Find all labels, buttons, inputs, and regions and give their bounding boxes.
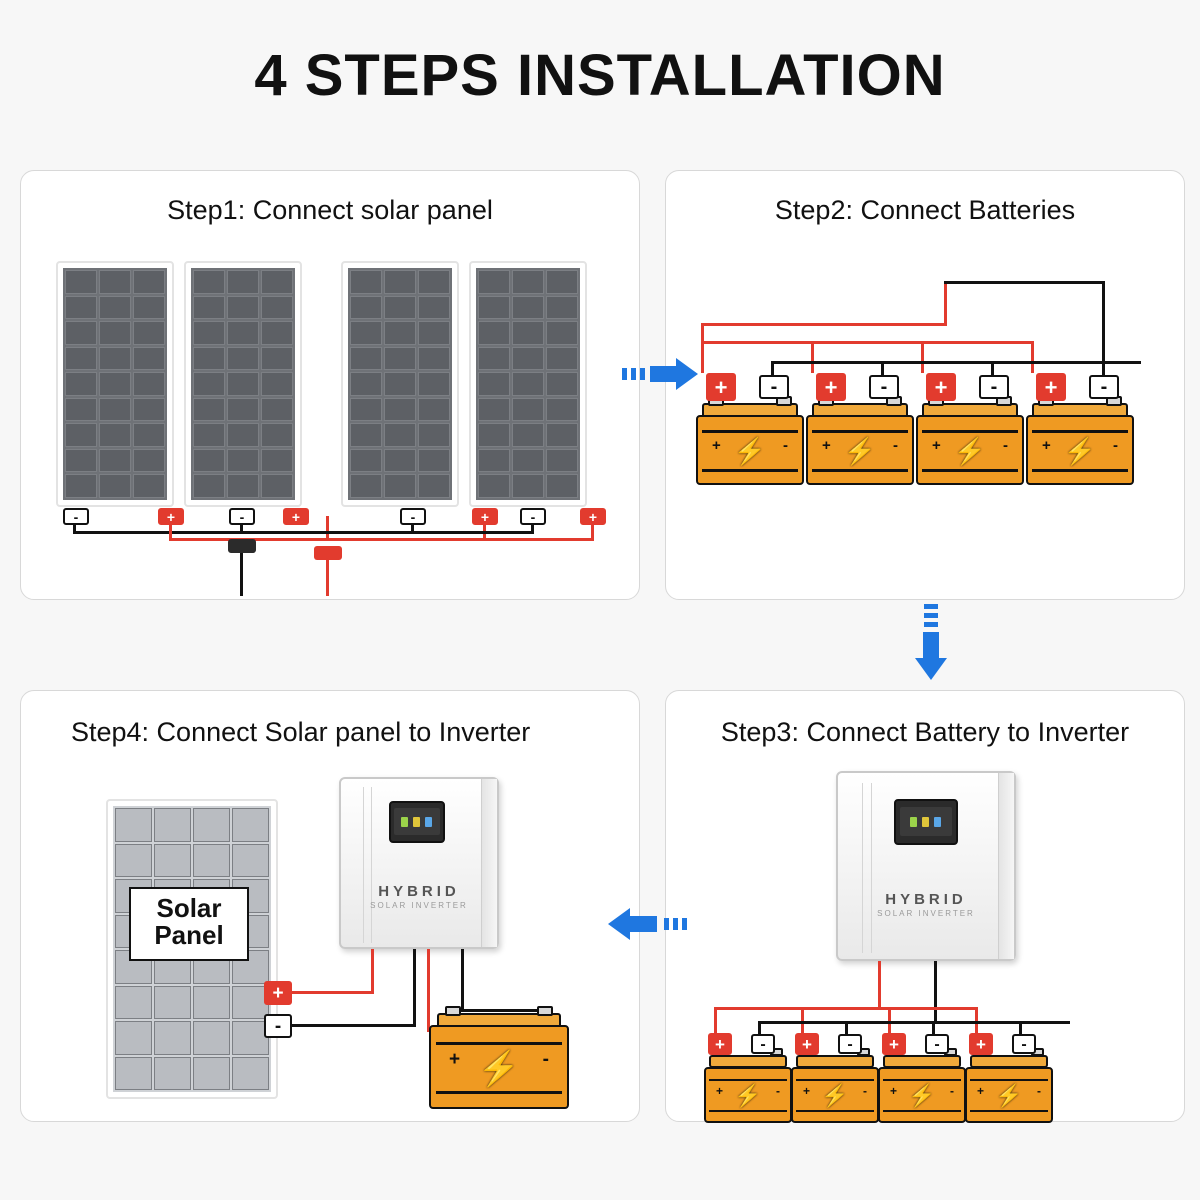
wire-black	[461, 1009, 541, 1012]
wire-red-bus	[714, 1007, 978, 1010]
battery-terminal-negative: -	[751, 1034, 775, 1054]
step1-card	[20, 170, 640, 600]
battery-terminal-negative: -	[1089, 375, 1119, 399]
battery-terminal-negative: -	[869, 375, 899, 399]
solar-panel-label-line2: Panel	[154, 920, 224, 951]
battery-terminal-positive: +	[1036, 373, 1066, 401]
battery-terminal-negative: -	[838, 1034, 862, 1054]
battery-terminal-positive: +	[969, 1033, 993, 1055]
battery-terminal-positive: +	[882, 1033, 906, 1055]
battery-body	[916, 415, 1024, 485]
battery-stripe	[436, 1091, 561, 1094]
battery-body	[429, 1025, 569, 1109]
battery-stripe	[436, 1042, 561, 1045]
battery-stripe	[812, 469, 908, 472]
wire-black	[845, 1021, 848, 1035]
battery-stripe	[922, 430, 1018, 433]
battery-plus-mark: +	[890, 1084, 898, 1098]
battery-terminal-negative: -	[979, 375, 1009, 399]
battery-body	[704, 1067, 792, 1123]
battery-body	[696, 415, 804, 485]
battery-plus-mark: +	[932, 437, 941, 454]
wire-black	[1019, 1021, 1022, 1035]
battery	[916, 403, 1024, 485]
wire-red	[878, 961, 881, 1009]
battery	[791, 1055, 879, 1123]
step3-title: Step3: Connect Battery to Inverter	[720, 717, 1130, 747]
battery-plus-mark: +	[977, 1084, 985, 1098]
battery	[704, 1055, 792, 1123]
battery-minus-mark: -	[542, 1049, 549, 1070]
lightning-bolt-icon: ⚡	[843, 436, 877, 467]
battery-plus-mark: +	[712, 437, 721, 454]
wire-black-bus	[1102, 281, 1105, 364]
battery-minus-mark: -	[1003, 437, 1008, 454]
y-connector-red	[314, 546, 342, 560]
solar-panel-label-line1: Solar	[156, 893, 222, 923]
page-title: 4 STEPS INSTALLATION	[254, 43, 946, 108]
panel-cells	[348, 268, 452, 500]
lightning-bolt-icon: ⚡	[821, 1083, 849, 1109]
wire-black	[991, 361, 994, 375]
battery-cap	[445, 1006, 461, 1016]
battery-terminal-positive: +	[795, 1033, 819, 1055]
inverter	[339, 777, 499, 949]
wire-red-bus	[944, 281, 947, 326]
wire-black	[243, 531, 534, 534]
panel-terminal-positive: +	[472, 508, 498, 525]
battery-stripe	[796, 1079, 873, 1081]
arrow-step1-to-step2	[622, 352, 702, 396]
battery	[878, 1055, 966, 1123]
inverter-lcd	[394, 808, 440, 835]
battery-stripe	[883, 1079, 960, 1081]
battery-cap	[537, 1006, 553, 1016]
solar-panel-label	[129, 887, 249, 961]
inverter	[836, 771, 1016, 961]
inverter-display[interactable]	[389, 801, 445, 843]
step4-title: Step4: Connect Solar panel to Inverter	[71, 717, 531, 747]
battery-stripe	[702, 469, 798, 472]
wire-red	[371, 949, 374, 994]
wire-black-down	[240, 551, 243, 596]
wire-red	[1031, 341, 1034, 373]
lightning-bolt-icon: ⚡	[477, 1049, 521, 1088]
battery-minus-mark: -	[1037, 1084, 1041, 1098]
wire-black-bus	[771, 361, 1141, 364]
inverter-sub-brand: SOLAR INVERTER	[370, 901, 468, 910]
panel-terminal-negative: -	[63, 508, 89, 525]
battery-body	[878, 1067, 966, 1123]
wire-red	[811, 341, 814, 373]
battery-terminal-negative: -	[759, 375, 789, 399]
lightning-bolt-icon: ⚡	[733, 436, 767, 467]
battery-plus-mark: +	[716, 1084, 724, 1098]
battery	[965, 1055, 1053, 1123]
wire-red	[311, 538, 594, 541]
wire-black	[932, 1021, 935, 1035]
panel-terminal-positive: +	[283, 508, 309, 525]
battery-stripe	[796, 1110, 873, 1112]
inverter-fin	[363, 787, 364, 943]
panel-terminal-negative: -	[400, 508, 426, 525]
battery-terminal-positive: +	[706, 373, 736, 401]
inverter-fin	[871, 783, 872, 953]
panel-terminal-positive: +	[580, 508, 606, 525]
panel-terminal-negative: -	[264, 1014, 292, 1038]
lightning-bolt-icon: ⚡	[1063, 436, 1097, 467]
battery-stripe	[1032, 469, 1128, 472]
solar-panel	[184, 261, 302, 507]
lightning-bolt-icon: ⚡	[953, 436, 987, 467]
battery-minus-mark: -	[776, 1084, 780, 1098]
battery-stripe	[702, 430, 798, 433]
panel-cells	[476, 268, 580, 500]
panel-cells	[191, 268, 295, 500]
battery-stripe	[970, 1110, 1047, 1112]
inverter-display[interactable]	[894, 799, 958, 845]
battery-stripe	[709, 1110, 786, 1112]
wire-black	[758, 1021, 761, 1035]
battery-terminal-positive: +	[816, 373, 846, 401]
lightning-bolt-icon: ⚡	[995, 1083, 1023, 1109]
battery	[1026, 403, 1134, 485]
wire-black-bus	[944, 281, 1105, 284]
battery-minus-mark: -	[950, 1084, 954, 1098]
lightning-bolt-icon: ⚡	[734, 1083, 762, 1109]
battery-terminal-positive: +	[708, 1033, 732, 1055]
wire-black	[73, 531, 243, 534]
battery-body	[1026, 415, 1134, 485]
inverter-side-panel	[481, 779, 497, 947]
battery-plus-mark: +	[803, 1084, 811, 1098]
inverter-lcd	[900, 807, 953, 836]
inverter-fin	[371, 787, 372, 943]
panel-terminal-negative: -	[520, 508, 546, 525]
battery-stripe	[922, 469, 1018, 472]
battery-minus-mark: -	[783, 437, 788, 454]
panel-cells	[63, 268, 167, 500]
battery-minus-mark: -	[1113, 437, 1118, 454]
arrow-step3-to-step4	[608, 902, 688, 946]
step3-card	[665, 690, 1185, 1122]
inverter-brand: HYBRID	[378, 883, 460, 900]
wire-black	[413, 949, 416, 1027]
battery-body	[791, 1067, 879, 1123]
wire-red	[714, 1007, 717, 1035]
battery	[696, 403, 804, 485]
wire-red	[921, 341, 924, 373]
solar-panel	[56, 261, 174, 507]
battery-terminal-positive: +	[926, 373, 956, 401]
battery	[429, 1013, 569, 1109]
battery-stripe	[970, 1079, 1047, 1081]
wire-black	[276, 1024, 416, 1027]
battery-stripe	[812, 430, 908, 433]
battery-stripe	[883, 1110, 960, 1112]
wire-black	[771, 361, 774, 375]
step4-card	[20, 690, 640, 1122]
step2-title: Step2: Connect Batteries	[774, 195, 1076, 225]
wire-black	[881, 361, 884, 375]
battery-terminal-negative: -	[925, 1034, 949, 1054]
solar-panel	[469, 261, 587, 507]
arrow-step2-to-step3	[910, 604, 954, 684]
solar-panel	[341, 261, 459, 507]
battery-plus-mark: +	[1042, 437, 1051, 454]
battery-minus-mark: -	[863, 1084, 867, 1098]
battery-stripe	[1032, 430, 1128, 433]
wire-black	[934, 961, 937, 1023]
wire-red-bus	[701, 323, 947, 326]
battery-body	[806, 415, 914, 485]
battery-body	[965, 1067, 1053, 1123]
wire-black-bus	[758, 1021, 1070, 1024]
battery-plus-mark: +	[822, 437, 831, 454]
wire-black	[461, 949, 464, 1011]
battery-plus-mark: +	[449, 1049, 461, 1070]
lightning-bolt-icon: ⚡	[908, 1083, 936, 1109]
y-connector-black	[228, 539, 256, 553]
step1-title: Step1: Connect solar panel	[167, 195, 493, 225]
battery-stripe	[709, 1079, 786, 1081]
inverter-side-panel	[998, 773, 1014, 959]
wire-red-bus	[701, 341, 1034, 344]
panel-terminal-positive: +	[264, 981, 292, 1005]
inverter-sub-brand: SOLAR INVERTER	[877, 909, 975, 918]
inverter-fin	[862, 783, 863, 953]
battery-terminal-negative: -	[1012, 1034, 1036, 1054]
step2-card	[665, 170, 1185, 600]
panel-terminal-positive: +	[158, 508, 184, 525]
battery-minus-mark: -	[893, 437, 898, 454]
panel-terminal-negative: -	[229, 508, 255, 525]
inverter-brand: HYBRID	[885, 891, 967, 908]
battery	[806, 403, 914, 485]
